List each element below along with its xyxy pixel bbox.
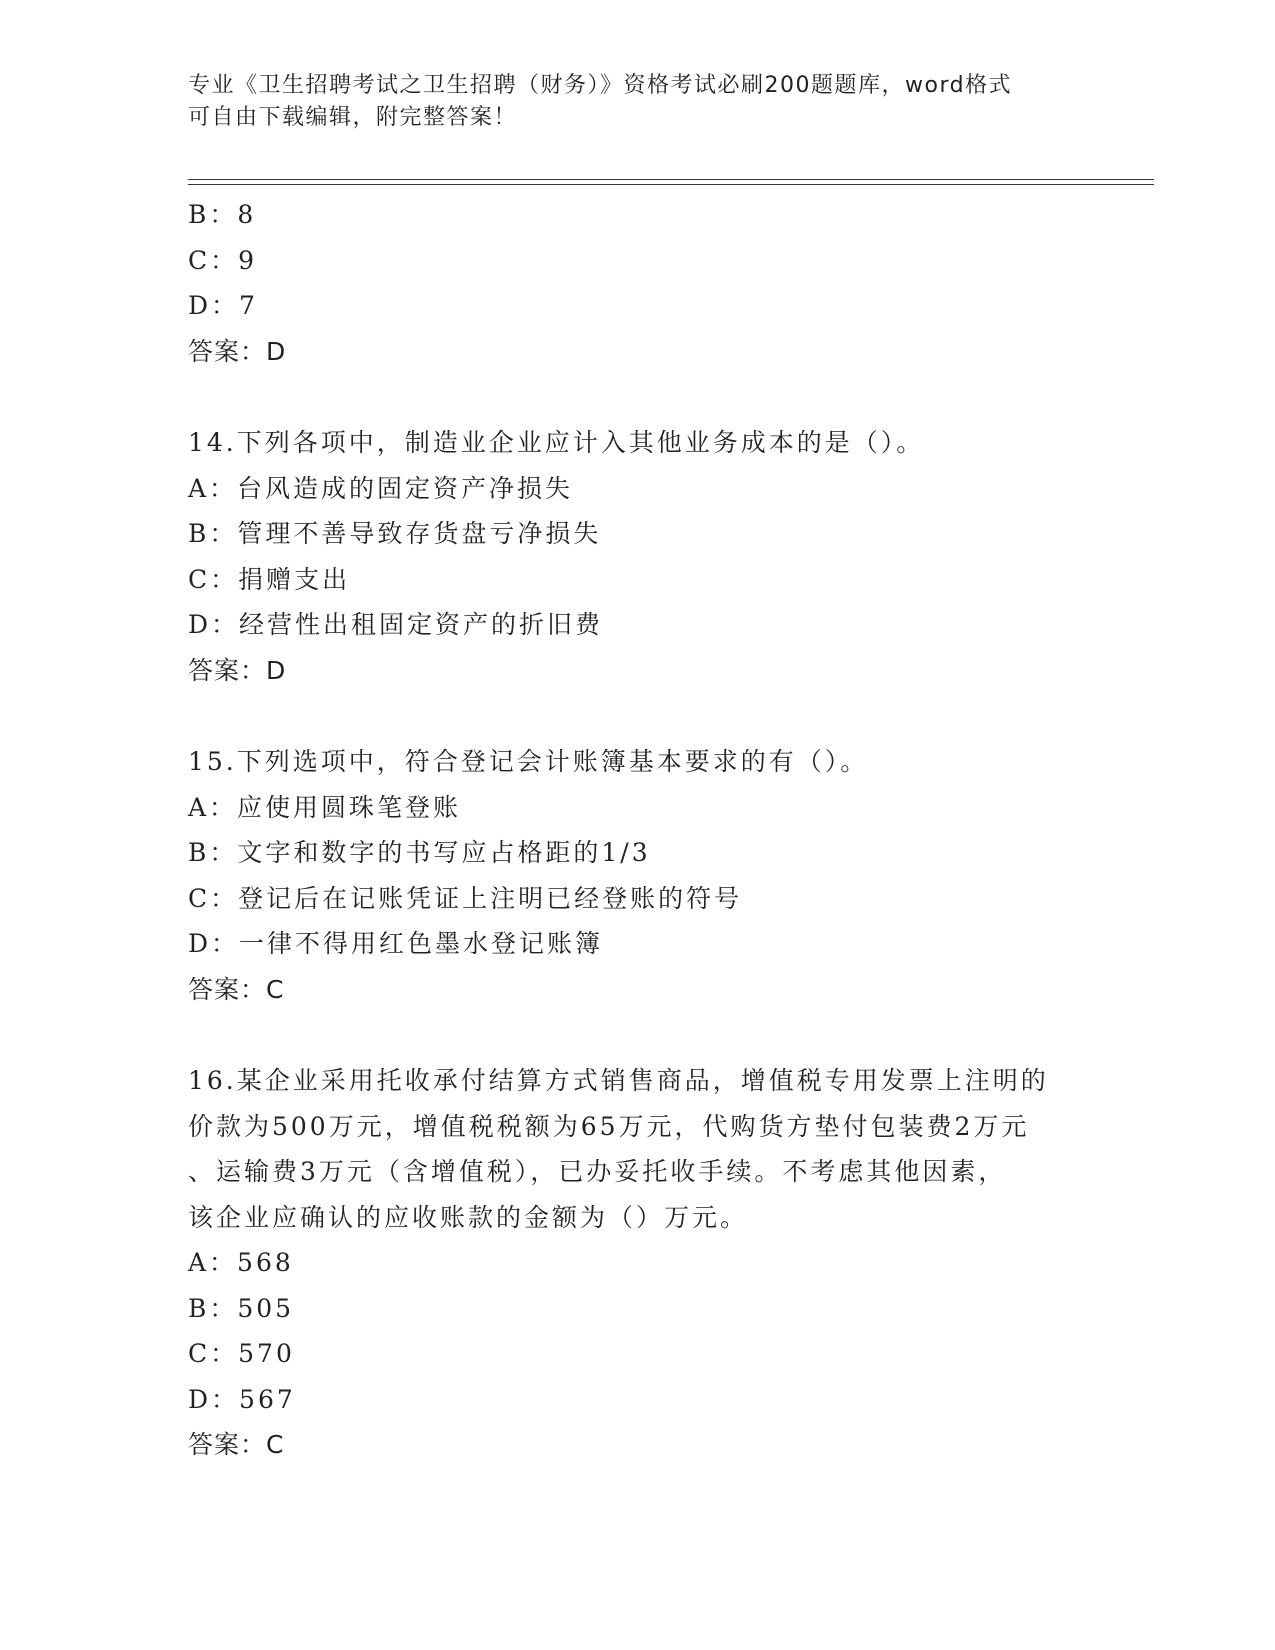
question-text-line-3: 、运输费3万元（含增值税），已办妥托收手续。不考虑其他因素， bbox=[188, 1157, 1007, 1186]
option-c: C：登记后在记账凭证上注明已经登账的符号 bbox=[188, 883, 743, 913]
option-d: D：经营性出租固定资产的折旧费 bbox=[188, 610, 604, 639]
option-b: B：505 bbox=[188, 1293, 295, 1323]
question-text: 15.下列选项中，符合登记会计账簿基本要求的有（）。 bbox=[188, 747, 869, 776]
option-a: A：568 bbox=[188, 1248, 294, 1277]
option-b: B：文字和数字的书写应占格距的1/3 bbox=[188, 838, 651, 867]
question-text-line-2: 价款为500万元，增值税税额为65万元，代购货方垫付包装费2万元 bbox=[188, 1111, 1030, 1141]
question-14 bbox=[188, 420, 1088, 693]
option-c: C：捐赠支出 bbox=[188, 564, 351, 594]
answer: 答案：D bbox=[188, 336, 287, 366]
option-c: C：9 bbox=[188, 245, 258, 275]
header-line-1: 专业《卫生招聘考试之卫生招聘（财务）》资格考试必刷200题题库，word格式 bbox=[188, 73, 1013, 98]
option-a: A：应使用圆珠笔登账 bbox=[188, 792, 462, 822]
option-c: C：570 bbox=[188, 1339, 295, 1368]
answer: 答案：C bbox=[188, 1430, 285, 1459]
question-text-line-4: 该企业应确认的应收账款的金额为（）万元。 bbox=[188, 1202, 749, 1232]
document-header bbox=[188, 70, 1068, 134]
question-text: 14.下列各项中，制造业企业应计入其他业务成本的是（）。 bbox=[188, 428, 925, 457]
question-15 bbox=[188, 739, 1088, 1012]
option-b: B：8 bbox=[188, 200, 257, 229]
option-d: D：一律不得用红色墨水登记账簿 bbox=[188, 929, 604, 958]
question-text-line-1: 16.某企业采用托收承付结算方式销售商品，增值税专用发票上注明的 bbox=[188, 1066, 1049, 1095]
option-a: A：台风造成的固定资产净损失 bbox=[188, 473, 574, 503]
header-line-2: 可自由下载编辑，附完整答案！ bbox=[188, 105, 518, 130]
header-divider bbox=[188, 179, 1154, 185]
answer: 答案：D bbox=[188, 655, 287, 685]
question-list bbox=[188, 192, 1088, 1468]
option-d: D：567 bbox=[188, 1384, 296, 1414]
question-16 bbox=[188, 1058, 1088, 1468]
answer: 答案：C bbox=[188, 974, 285, 1004]
option-d: D：7 bbox=[188, 291, 258, 320]
question-13 bbox=[188, 192, 1088, 374]
option-b: B：管理不善导致存货盘亏净损失 bbox=[188, 519, 602, 548]
